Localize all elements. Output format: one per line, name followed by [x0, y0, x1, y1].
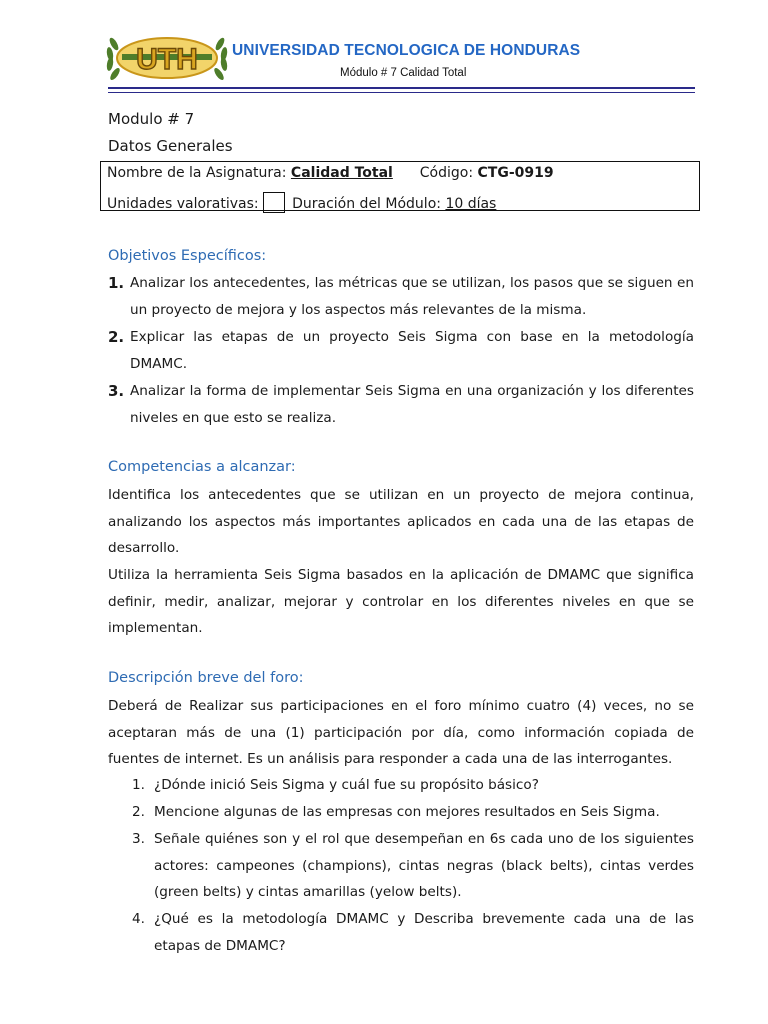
item-number: 3. — [108, 382, 125, 400]
item-text: Explicar las etapas de un proyecto Seis Sigma con base en la metodología DMAMC. — [130, 329, 694, 372]
duration-value: 10 días — [445, 196, 497, 212]
objectives-list — [108, 270, 694, 432]
item-text: Analizar la forma de implementar Seis Sigma en una organización y los diferentes niveles en que esto se realiza. — [130, 383, 694, 426]
item-number: 4. — [132, 911, 145, 927]
general-data-heading: Datos Generales — [108, 137, 233, 155]
item-number: 1. — [132, 777, 145, 793]
units-value-box — [263, 192, 285, 213]
item-number: 1. — [108, 274, 125, 292]
item-number: 2. — [108, 328, 125, 346]
list-item — [108, 324, 694, 377]
subject-value: Calidad Total — [290, 165, 393, 181]
subject-label: Nombre de la Asignatura: — [107, 165, 287, 181]
info-row-units — [107, 192, 496, 213]
units-label: Unidades valorativas: — [107, 196, 259, 212]
competencies-paragraph-1: Identifica los antecedentes que se utilizan en un proyecto de mejora continua, analizando los aspectos más importantes aplicados en cada una de las etapas de desarrollo. — [108, 487, 694, 556]
list-item — [132, 906, 694, 959]
objectives-heading: Objetivos Específicos: — [108, 248, 267, 264]
university-name: UNIVERSIDAD TECNOLOGICA DE HONDURAS — [232, 42, 581, 59]
competencies-paragraph-2: Utiliza la herramienta Seis Sigma basados en la aplicación de DMAMC que significa definir, medir, analizar, mejorar y controlar en los diferentes niveles en que se implementan. — [108, 567, 694, 636]
list-item — [108, 270, 694, 323]
header-rule-top — [108, 87, 695, 89]
list-item — [132, 772, 694, 799]
list-item — [108, 378, 694, 431]
duration-label: Duración del Módulo: — [292, 196, 441, 212]
logo-text: UTH — [136, 43, 198, 76]
list-item — [132, 826, 694, 906]
list-item — [132, 799, 694, 826]
forum-heading: Descripción breve del foro: — [108, 670, 304, 686]
code-value: CTG-0919 — [477, 165, 554, 181]
item-text: Analizar los antecedentes, las métricas que se utilizan, los pasos que se siguen en un proyecto de mejora y los aspectos más relevantes de la misma. — [130, 275, 694, 318]
forum-questions-list — [132, 772, 694, 960]
header-rule-bottom — [108, 92, 695, 94]
info-row-subject — [107, 165, 554, 181]
item-text: Mencione algunas de las empresas con mejores resultados en Seis Sigma. — [154, 804, 660, 820]
module-title: Modulo # 7 — [108, 110, 195, 128]
item-number: 3. — [132, 831, 145, 847]
item-number: 2. — [132, 804, 145, 820]
forum-paragraph: Deberá de Realizar sus participaciones en el foro mínimo cuatro (4) veces, no se aceptaran más de una (1) participación por día, como información copiada de fuentes de internet. Es un análisis para responder a cada una de las interrogantes. — [108, 698, 694, 767]
module-header: Módulo # 7 Calidad Total — [340, 67, 467, 79]
code-label: Código: — [419, 165, 474, 181]
item-text: ¿Dónde inició Seis Sigma y cuál fue su propósito básico? — [154, 777, 539, 793]
item-text: ¿Qué es la metodología DMAMC y Describa brevemente cada una de las etapas de DMAMC? — [154, 911, 694, 954]
uth-logo — [104, 30, 230, 86]
competencies-heading: Competencias a alcanzar: — [108, 459, 296, 475]
item-text: Señale quiénes son y el rol que desempeñan en 6s cada uno de los siguientes actores: campeones (champions), cintas negras (black belts), cintas verdes (green belts) y cintas amarillas (yelow belts). — [154, 831, 694, 900]
